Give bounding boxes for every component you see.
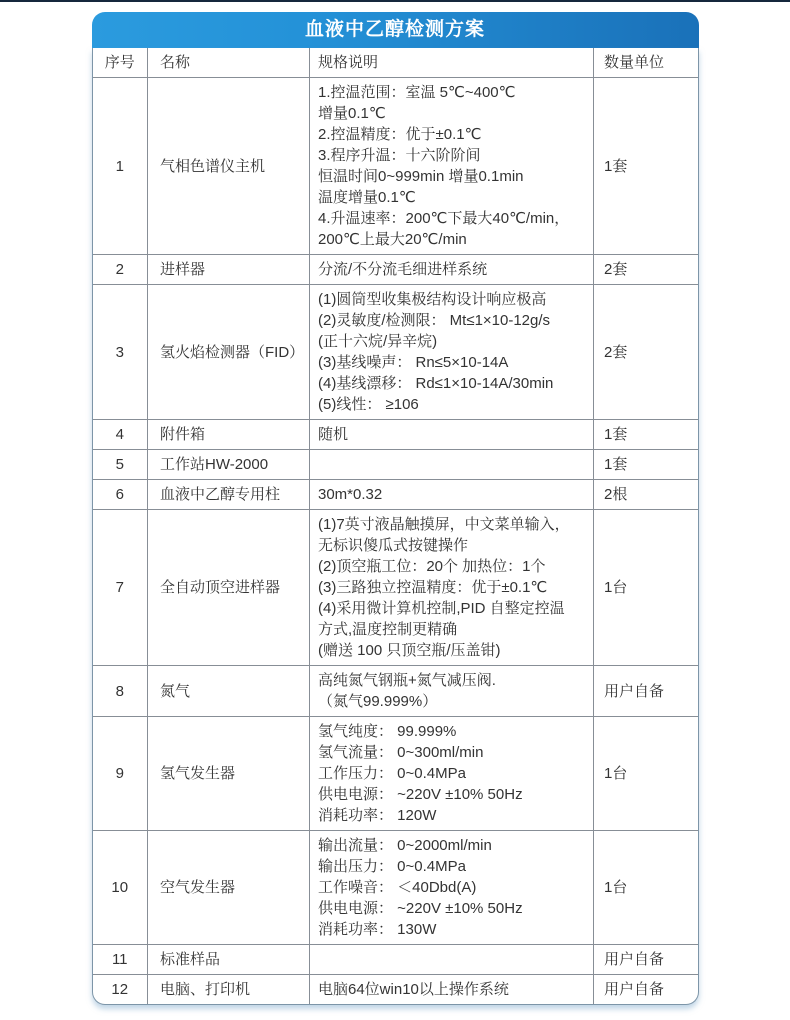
spec-line: (2)顶空瓶工位：20个 加热位：1个: [318, 558, 546, 575]
column-header-spec: 规格说明: [310, 48, 594, 78]
table-row: [93, 831, 698, 945]
cell-qty: 2套: [594, 255, 698, 285]
cell-name: 工作站HW-2000: [148, 450, 310, 480]
spec-line: 温度增量0.1℃: [318, 189, 416, 206]
cell-spec: [310, 78, 594, 255]
column-header-name: 名称: [148, 48, 310, 78]
spec-line: 分流/不分流毛细进样系统: [318, 261, 488, 278]
spec-line: 工作压力： 0~0.4MPa: [318, 765, 466, 782]
page-top-border: [0, 0, 790, 2]
table-row: [93, 285, 698, 420]
spec-line: (1)圆筒型收集极结构设计响应极高: [318, 291, 547, 308]
spec-line: (5)线性： ≥106: [318, 396, 419, 413]
cell-spec: [310, 255, 594, 285]
cell-qty: 1台: [594, 831, 698, 945]
spec-line: 无标识傻瓜式按键操作: [318, 537, 469, 554]
spec-line: 高纯氮气钢瓶+氮气减压阀.: [318, 672, 496, 689]
spec-line: 氢气纯度： 99.999%: [318, 723, 457, 740]
table-row: [93, 78, 698, 255]
spec-line: (1)7英寸液晶触摸屏，中文菜单输入，: [318, 516, 570, 533]
cell-name: 氢火焰检测器（FID）: [148, 285, 310, 420]
table-row: [93, 510, 698, 666]
cell-qty: 2根: [594, 480, 698, 510]
cell-qty: 1台: [594, 510, 698, 666]
spec-line: (3)基线噪声： Rn≤5×10-14A: [318, 354, 509, 371]
cell-spec: [310, 717, 594, 831]
spec-line: 30m*0.32: [318, 486, 383, 503]
column-header-no: 序号: [93, 48, 148, 78]
cell-spec: [310, 480, 594, 510]
spec-line: 200℃上最大20℃/min: [318, 231, 467, 248]
spec-line: 随机: [318, 426, 349, 443]
cell-no: 10: [93, 831, 148, 945]
cell-name: 血液中乙醇专用柱: [148, 480, 310, 510]
header-row: [93, 48, 698, 78]
cell-no: 9: [93, 717, 148, 831]
cell-spec: [310, 831, 594, 945]
column-header-qty: 数量单位: [594, 48, 698, 78]
spec-line: 电脑64位win10以上操作系统: [318, 981, 509, 998]
spec-line: (3)三路独立控温精度：优于±0.1℃: [318, 579, 548, 596]
spec-line: 2.控温精度：优于±0.1℃: [318, 126, 482, 143]
table-frame: [92, 48, 699, 1005]
cell-name: 附件箱: [148, 420, 310, 450]
spec-line: 恒温时间0~999min 增量0.1min: [318, 168, 524, 185]
cell-name: 电脑、打印机: [148, 975, 310, 1005]
cell-spec: [310, 510, 594, 666]
spec-line: (2)灵敏度/检测限： Mt≤1×10-12g/s: [318, 312, 551, 329]
spec-line: 供电电源： ~220V ±10% 50Hz: [318, 900, 523, 917]
spec-line: 增量0.1℃: [318, 105, 386, 122]
cell-no: 3: [93, 285, 148, 420]
cell-no: 1: [93, 78, 148, 255]
cell-qty: 1套: [594, 420, 698, 450]
table-body: [93, 78, 698, 1005]
cell-qty: 1套: [594, 450, 698, 480]
cell-spec: [310, 450, 594, 480]
cell-qty: 用户自备: [594, 975, 698, 1005]
table-row: [93, 666, 698, 717]
spec-line: (4)基线漂移： Rd≤1×10-14A/30min: [318, 375, 554, 392]
table-row: [93, 480, 698, 510]
card-title: 血液中乙醇检测方案: [92, 12, 699, 48]
table-row: [93, 975, 698, 1005]
cell-no: 2: [93, 255, 148, 285]
cell-no: 7: [93, 510, 148, 666]
cell-no: 12: [93, 975, 148, 1005]
spec-line: 输出压力： 0~0.4MPa: [318, 858, 466, 875]
spec-line: (赠送 100 只顶空瓶/压盖钳): [318, 642, 501, 659]
table-row: [93, 255, 698, 285]
cell-qty: 用户自备: [594, 945, 698, 975]
cell-no: 4: [93, 420, 148, 450]
cell-no: 5: [93, 450, 148, 480]
spec-line: 氢气流量： 0~300ml/min: [318, 744, 484, 761]
spec-line: 3.程序升温：十六阶阶间: [318, 147, 481, 164]
cell-name: 氢气发生器: [148, 717, 310, 831]
spec-line: 4.升温速率：200℃下最大40℃/min，: [318, 210, 570, 227]
spec-line: 工作噪音： ＜40Dbd(A): [318, 879, 477, 896]
spec-line: （氮气99.999%）: [318, 693, 438, 710]
cell-qty: 用户自备: [594, 666, 698, 717]
cell-no: 8: [93, 666, 148, 717]
cell-no: 6: [93, 480, 148, 510]
cell-name: 进样器: [148, 255, 310, 285]
spec-line: 供电电源： ~220V ±10% 50Hz: [318, 786, 523, 803]
table-row: [93, 420, 698, 450]
cell-name: 全自动顶空进样器: [148, 510, 310, 666]
cell-name: 气相色谱仪主机: [148, 78, 310, 255]
cell-spec: [310, 666, 594, 717]
cell-spec: [310, 420, 594, 450]
cell-name: 氮气: [148, 666, 310, 717]
spec-line: (正十六烷/异辛烷): [318, 333, 438, 350]
table-row: [93, 717, 698, 831]
spec-table: [93, 48, 698, 1004]
spec-line: 方式,温度控制更精确: [318, 621, 458, 638]
spec-line: 消耗功率： 120W: [318, 807, 437, 824]
cell-qty: 1套: [594, 78, 698, 255]
table-row: [93, 945, 698, 975]
cell-qty: 1台: [594, 717, 698, 831]
cell-no: 11: [93, 945, 148, 975]
cell-spec: [310, 285, 594, 420]
table-row: [93, 450, 698, 480]
cell-name: 标准样品: [148, 945, 310, 975]
spec-line: 1.控温范围：室温 5℃~400℃: [318, 84, 516, 101]
cell-qty: 2套: [594, 285, 698, 420]
spec-line: 消耗功率： 130W: [318, 921, 437, 938]
spec-card: [92, 12, 699, 1005]
cell-spec: [310, 945, 594, 975]
spec-line: 输出流量： 0~2000ml/min: [318, 837, 492, 854]
cell-name: 空气发生器: [148, 831, 310, 945]
cell-spec: [310, 975, 594, 1005]
spec-line: (4)采用微计算机控制,PID 自整定控温: [318, 600, 565, 617]
